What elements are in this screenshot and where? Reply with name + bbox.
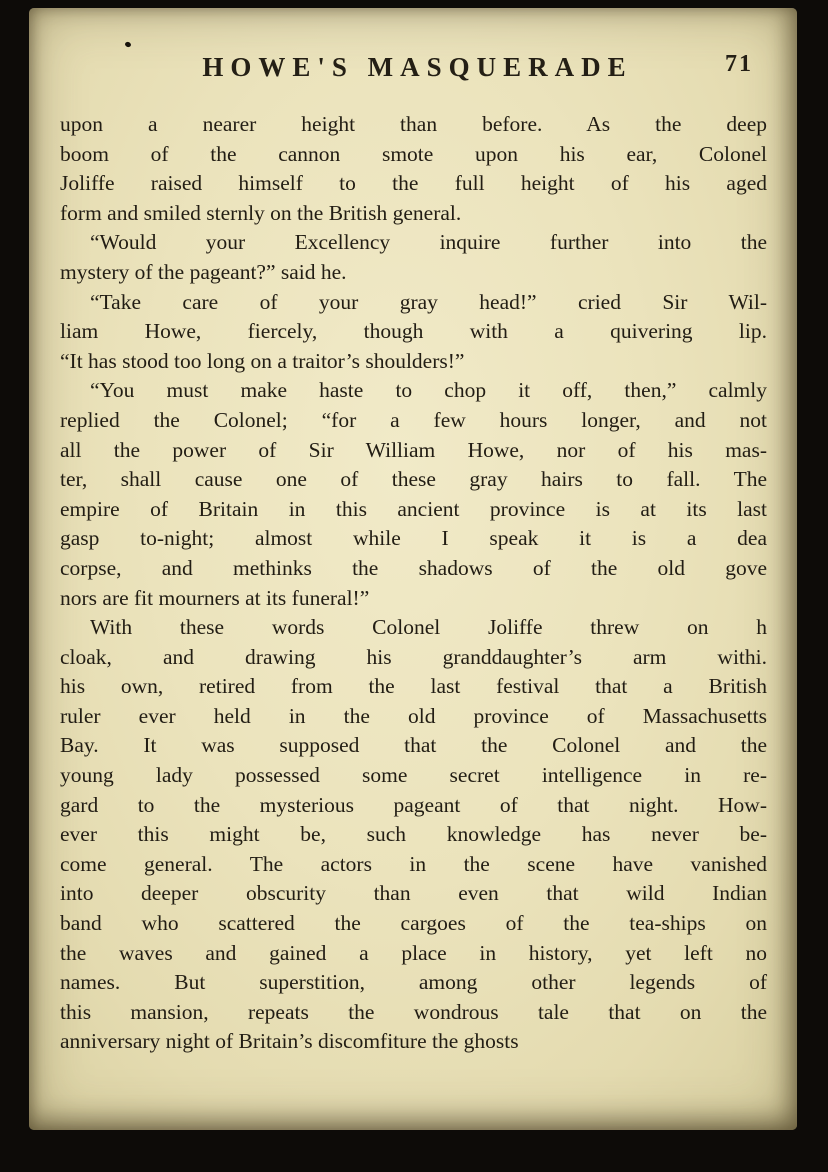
text-line: empire of Britain in this ancient province is at its last (60, 496, 767, 521)
running-title: HOWE'S MASQUERADE (202, 52, 633, 82)
paragraph (60, 110, 767, 228)
text-line: into deeper obscurity than even that wild Indian (60, 881, 767, 906)
text-line: the waves and gained a place in history, yet left no (60, 940, 767, 965)
page-number: 71 (725, 51, 753, 77)
paragraph (60, 228, 767, 287)
text-line: ter, shall cause one of these gray hairs to fall. The (60, 467, 767, 492)
text-line: “Take care of your gray head!” cried Sir Wil- (90, 289, 767, 314)
text-line: Joliffe raised himself to the full height of his aged (60, 171, 767, 196)
paragraph (60, 613, 767, 1057)
text-line: band who scattered the cargoes of the tea-ships on (60, 911, 767, 936)
text-line: anniversary night of Britain’s discomfiture the ghosts (60, 1029, 519, 1054)
text-line: ruler ever held in the old province of Massachusetts (60, 703, 767, 728)
text-line: all the power of Sir William Howe, nor of his mas- (60, 437, 767, 462)
text-line: replied the Colonel; “for a few hours longer, and not (60, 407, 767, 432)
paragraph (60, 376, 767, 613)
paragraph (60, 288, 767, 377)
text-line: liam Howe, fiercely, though with a quivering lip. (60, 319, 767, 344)
text-line: corpse, and methinks the shadows of the old gove (60, 555, 767, 580)
text-line: form and smiled sternly on the British general. (60, 200, 462, 225)
text-line: nors are fit mourners at its funeral!” (60, 585, 370, 610)
text-line: “You must make haste to chop it off, then,” calmly (90, 378, 767, 403)
text-line: mystery of the pageant?” said he. (60, 259, 347, 284)
text-line: “It has stood too long on a traitor’s shoulders!” (60, 348, 465, 373)
text-line: “Would your Excellency inquire further into the (90, 230, 767, 255)
text-line: gasp to-night; almost while I speak it is a dea (60, 526, 767, 551)
text-line: his own, retired from the last festival that a British (60, 674, 767, 699)
book-page (29, 8, 797, 1130)
text-line: come general. The actors in the scene have vanished (60, 851, 767, 876)
text-line: names. But superstition, among other legends of (60, 970, 767, 995)
text-line: ever this might be, such knowledge has never be- (60, 822, 767, 847)
text-line: With these words Colonel Joliffe threw on h (90, 615, 767, 640)
text-line: this mansion, repeats the wondrous tale that on the (60, 999, 767, 1024)
text-line: young lady possessed some secret intelligence in re- (60, 763, 767, 788)
text-line: Bay. It was supposed that the Colonel and the (60, 733, 767, 758)
text-line: boom of the cannon smote upon his ear, Colonel (60, 141, 767, 166)
page-header (69, 52, 759, 90)
page-body (60, 110, 767, 1057)
text-line: upon a nearer height than before. As the deep (60, 112, 767, 136)
text-line: cloak, and drawing his granddaughter’s arm withi. (60, 644, 767, 669)
ink-speck (124, 41, 131, 48)
text-line: gard to the mysterious pageant of that night. How- (60, 792, 767, 817)
